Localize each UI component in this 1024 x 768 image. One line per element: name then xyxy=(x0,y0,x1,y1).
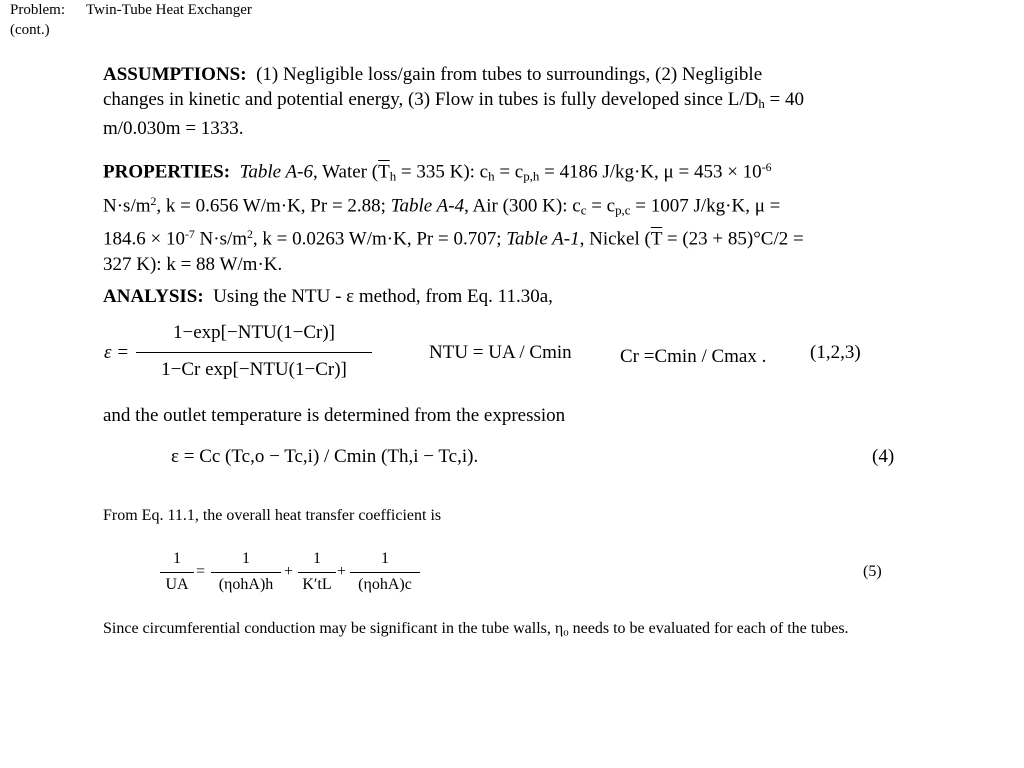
properties-text: 184.6 × 10 xyxy=(103,228,185,250)
properties-text: = c xyxy=(494,161,524,183)
final-text-sub: o xyxy=(563,626,569,639)
eq1-fraction-bar xyxy=(136,352,372,353)
properties-tbar: $\overline{T}$ xyxy=(650,228,663,250)
properties-sup: 2 xyxy=(247,228,253,242)
ua-text: From Eq. 11.1, the overall heat transfer coefficient is xyxy=(103,507,442,524)
properties-text: = c xyxy=(586,195,616,217)
properties-table-a1: Table A-1 xyxy=(506,228,580,250)
assumptions-line1: (1) Negligible loss/gain from tubes to surroundings, (2) Negligible xyxy=(256,64,763,85)
cont-label: (cont.) xyxy=(10,22,50,38)
analysis-text: Using the NTU - ε method, from Eq. 11.30a, xyxy=(213,286,553,307)
eq1-denominator: 1−Cr exp[−NTU(1−Cr)] xyxy=(161,359,347,380)
properties-text: = 335 K): c xyxy=(396,161,489,183)
properties-label: PROPERTIES: xyxy=(103,161,231,183)
eq5-t3-bar xyxy=(350,572,420,573)
properties-text: , k = 0.656 W/m·K, Pr = 2.88; xyxy=(156,195,391,217)
properties-text: = 4186 J/kg·K, μ = 453 × 10 xyxy=(539,161,762,183)
analysis-label: ANALYSIS: xyxy=(103,286,204,307)
properties-text: N·s/m xyxy=(194,228,248,250)
assumptions-label: ASSUMPTIONS: xyxy=(103,64,247,85)
final-text xyxy=(103,619,849,643)
properties-table-a4: Table A-4 xyxy=(390,195,465,217)
eq5-t2-den: K′tL xyxy=(302,576,332,593)
properties-text: , Nickel ( xyxy=(579,228,651,250)
eq5-t2-num: 1 xyxy=(313,550,321,567)
eq4-expression: ε = Cc (Tc,o − Tc,i) / Cmin (Th,i − Tc,i). xyxy=(171,446,479,467)
eq123-number: (1,2,3) xyxy=(810,342,861,363)
eq5-t1-den: (ηohA)h xyxy=(218,576,274,593)
properties-paragraph xyxy=(103,155,933,277)
eq5-plus-1: + xyxy=(284,563,294,580)
outlet-text: and the outlet temperature is determined from the expression xyxy=(103,405,566,426)
properties-sup: -6 xyxy=(761,161,772,174)
properties-line4: 327 K): k = 88 W/m·K. xyxy=(103,253,283,275)
eq5-equals: = xyxy=(196,563,206,580)
eq1-lhs: ε = xyxy=(104,342,130,363)
eq5-t3-num: 1 xyxy=(381,550,389,567)
analysis-paragraph xyxy=(103,284,923,309)
eq1-numerator: 1−exp[−NTU(1−Cr)] xyxy=(173,322,335,343)
eq5-t1-bar xyxy=(211,572,281,573)
properties-text: , k = 0.0263 W/m·K, Pr = 0.707; xyxy=(252,228,507,250)
properties-table-a6: Table A-6 xyxy=(239,161,313,183)
problem-title: Twin-Tube Heat Exchanger xyxy=(86,2,252,18)
properties-sub: h xyxy=(488,168,495,184)
assumptions-line2: changes in kinetic and potential energy, (3) Flow in tubes is fully developed since L/D xyxy=(103,89,759,110)
assumptions-line3: m/0.030m = 1333. xyxy=(103,118,244,140)
eq5-lhs-den: UA xyxy=(165,576,189,593)
eq2-ntu: NTU = UA / Cmin xyxy=(429,342,572,363)
final-text-b: needs to be evaluated for each of the tubes. xyxy=(568,620,849,637)
properties-sub: p,h xyxy=(523,168,540,184)
eq5-t2-bar xyxy=(298,572,336,573)
problem-label: Problem: xyxy=(10,2,65,18)
eq5-t3-den: (ηohA)c xyxy=(358,576,412,593)
properties-text: = (23 + 85)°C/2 = xyxy=(662,228,804,250)
eq5-number: (5) xyxy=(863,563,882,580)
properties-tbar: $\overline{T}$ xyxy=(378,161,390,183)
assumptions-line2-sub: h xyxy=(758,96,765,112)
properties-text: , Air (300 K): c xyxy=(464,195,581,217)
assumptions-paragraph xyxy=(103,62,923,141)
eq5-t1-num: 1 xyxy=(242,550,250,567)
eq5-lhs-bar xyxy=(160,572,194,573)
eq5-plus-2: + xyxy=(337,563,347,580)
eq3-cr: Cr =Cmin / Cmax . xyxy=(620,346,767,367)
properties-text: = 1007 J/kg·K, μ = xyxy=(630,195,781,217)
properties-sup: 2 xyxy=(150,194,157,208)
eq5-lhs-num: 1 xyxy=(173,550,181,567)
properties-tbar-sub: h xyxy=(389,168,397,184)
assumptions-line2-end: = 40 xyxy=(764,89,805,110)
properties-sub: p,c xyxy=(615,202,631,218)
properties-sub: c xyxy=(580,202,587,218)
eq4-number: (4) xyxy=(872,446,895,467)
properties-text: , Water ( xyxy=(312,161,379,183)
final-text-a: Since circumferential conduction may be significant in the tube walls, η xyxy=(103,620,564,637)
properties-text: N·s/m xyxy=(103,195,151,217)
properties-sup: -7 xyxy=(184,228,195,242)
